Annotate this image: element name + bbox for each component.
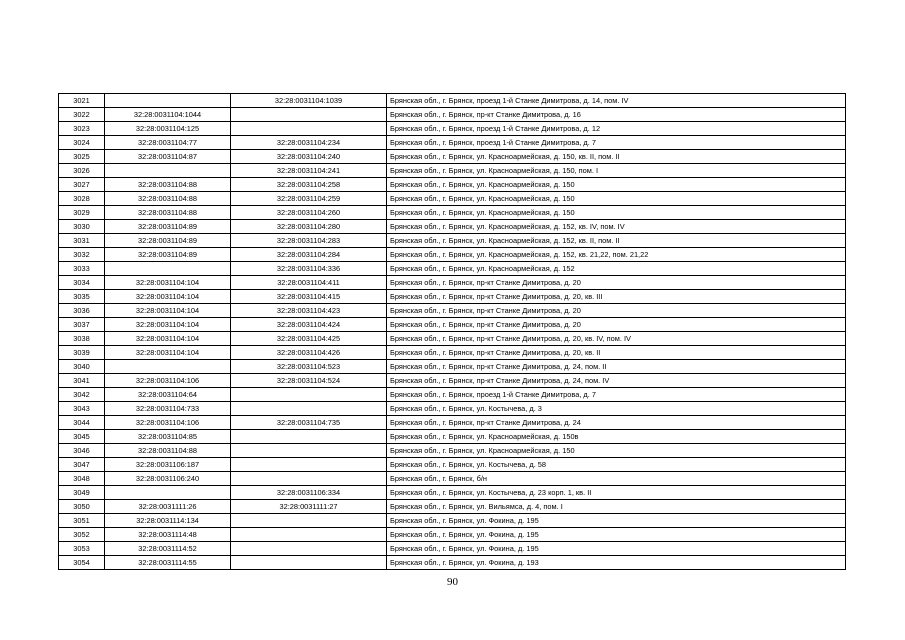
address-cell: Брянская обл., г. Брянск, пр-кт Станке Димитрова, д. 16 xyxy=(387,108,846,122)
cadastral-number-cell: 32:28:0031104:64 xyxy=(105,388,231,402)
cadastral-number-cell: 32:28:0031104:104 xyxy=(105,276,231,290)
address-cell: Брянская обл., г. Брянск, ул. Красноармейская, д. 150, пом. I xyxy=(387,164,846,178)
cadastral-number-cell: 32:28:0031104:77 xyxy=(105,136,231,150)
cadastral-number-cell: 32:28:0031104:104 xyxy=(105,318,231,332)
cadastral-number-cell xyxy=(105,360,231,374)
cadastral-room-cell: 32:28:0031104:258 xyxy=(231,178,387,192)
cadastral-number-cell: 32:28:0031114:55 xyxy=(105,556,231,570)
cadastral-room-cell: 32:28:0031104:425 xyxy=(231,332,387,346)
cadastral-room-cell xyxy=(231,528,387,542)
cadastral-number-cell xyxy=(105,94,231,108)
cadastral-number-cell: 32:28:0031104:85 xyxy=(105,430,231,444)
cadastral-room-cell xyxy=(231,108,387,122)
cadastral-number-cell xyxy=(105,164,231,178)
cadastral-room-cell xyxy=(231,402,387,416)
row-number-cell: 3044 xyxy=(59,416,105,430)
cadastral-room-cell xyxy=(231,542,387,556)
table-row xyxy=(59,346,846,360)
table-row xyxy=(59,318,846,332)
cadastral-room-cell: 32:28:0031104:284 xyxy=(231,248,387,262)
address-cell: Брянская обл., г. Брянск, ул. Костычева, д. 3 xyxy=(387,402,846,416)
table-row xyxy=(59,94,846,108)
row-number-cell: 3027 xyxy=(59,178,105,192)
table-row xyxy=(59,542,846,556)
row-number-cell: 3037 xyxy=(59,318,105,332)
cadastral-number-cell: 32:28:0031111:26 xyxy=(105,500,231,514)
cadastral-room-cell xyxy=(231,388,387,402)
cadastral-room-cell: 32:28:0031104:234 xyxy=(231,136,387,150)
row-number-cell: 3048 xyxy=(59,472,105,486)
cadastral-number-cell: 32:28:0031104:88 xyxy=(105,178,231,192)
address-cell: Брянская обл., г. Брянск, ул. Вильямса, д. 4, пом. I xyxy=(387,500,846,514)
row-number-cell: 3050 xyxy=(59,500,105,514)
table-row xyxy=(59,234,846,248)
table-row xyxy=(59,122,846,136)
address-cell: Брянская обл., г. Брянск, пр-кт Станке Димитрова, д. 20, кв. III xyxy=(387,290,846,304)
table-row xyxy=(59,276,846,290)
address-cell: Брянская обл., г. Брянск, ул. Костычева, д. 58 xyxy=(387,458,846,472)
table-row xyxy=(59,108,846,122)
address-cell: Брянская обл., г. Брянск, проезд 1-й Станке Димитрова, д. 7 xyxy=(387,136,846,150)
cadastral-room-cell: 32:28:0031104:240 xyxy=(231,150,387,164)
cadastral-room-cell: 32:28:0031111:27 xyxy=(231,500,387,514)
address-cell: Брянская обл., г. Брянск, пр-кт Станке Димитрова, д. 20 xyxy=(387,276,846,290)
cadastral-number-cell: 32:28:0031104:88 xyxy=(105,206,231,220)
cadastral-number-cell: 32:28:0031114:52 xyxy=(105,542,231,556)
address-cell: Брянская обл., г. Брянск, ул. Фокина, д. 195 xyxy=(387,514,846,528)
row-number-cell: 3054 xyxy=(59,556,105,570)
table-row xyxy=(59,220,846,234)
row-number-cell: 3047 xyxy=(59,458,105,472)
row-number-cell: 3033 xyxy=(59,262,105,276)
row-number-cell: 3029 xyxy=(59,206,105,220)
address-cell: Брянская обл., г. Брянск, ул. Красноармейская, д. 150 xyxy=(387,444,846,458)
cadastral-number-cell: 32:28:0031104:125 xyxy=(105,122,231,136)
cadastral-number-cell: 32:28:0031104:104 xyxy=(105,332,231,346)
cadastral-room-cell: 32:28:0031106:334 xyxy=(231,486,387,500)
table-row xyxy=(59,556,846,570)
address-cell: Брянская обл., г. Брянск, ул. Фокина, д. 195 xyxy=(387,528,846,542)
table-row xyxy=(59,472,846,486)
table-row xyxy=(59,528,846,542)
table-row xyxy=(59,262,846,276)
table-row xyxy=(59,444,846,458)
page-number: 90 xyxy=(447,576,458,588)
table-row xyxy=(59,248,846,262)
table-row xyxy=(59,178,846,192)
cadastral-number-cell: 32:28:0031104:89 xyxy=(105,248,231,262)
address-cell: Брянская обл., г. Брянск, пр-кт Станке Димитрова, д. 24 xyxy=(387,416,846,430)
cadastral-number-cell: 32:28:0031104:89 xyxy=(105,234,231,248)
row-number-cell: 3045 xyxy=(59,430,105,444)
row-number-cell: 3053 xyxy=(59,542,105,556)
registry-table-body xyxy=(59,94,846,570)
cadastral-room-cell: 32:28:0031104:423 xyxy=(231,304,387,318)
cadastral-room-cell: 32:28:0031104:424 xyxy=(231,318,387,332)
address-cell: Брянская обл., г. Брянск, пр-кт Станке Димитрова, д. 20, кв. IV, пом. IV xyxy=(387,332,846,346)
address-cell: Брянская обл., г. Брянск, ул. Красноармейская, д. 152 xyxy=(387,262,846,276)
cadastral-room-cell: 32:28:0031104:523 xyxy=(231,360,387,374)
cadastral-room-cell xyxy=(231,444,387,458)
address-cell: Брянская обл., г. Брянск, ул. Красноармейская, д. 150 xyxy=(387,178,846,192)
cadastral-number-cell: 32:28:0031104:104 xyxy=(105,290,231,304)
table-row xyxy=(59,388,846,402)
cadastral-number-cell: 32:28:0031114:48 xyxy=(105,528,231,542)
address-cell: Брянская обл., г. Брянск, ул. Красноармейская, д. 150в xyxy=(387,430,846,444)
table-row xyxy=(59,136,846,150)
table-row xyxy=(59,304,846,318)
cadastral-room-cell: 32:28:0031104:426 xyxy=(231,346,387,360)
address-cell: Брянская обл., г. Брянск, ул. Красноармейская, д. 152, кв. 21,22, пом. 21,22 xyxy=(387,248,846,262)
row-number-cell: 3032 xyxy=(59,248,105,262)
cadastral-number-cell: 32:28:0031106:187 xyxy=(105,458,231,472)
registry-table xyxy=(58,93,846,570)
table-row xyxy=(59,416,846,430)
address-cell: Брянская обл., г. Брянск, пр-кт Станке Димитрова, д. 20 xyxy=(387,304,846,318)
table-row xyxy=(59,290,846,304)
address-cell: Брянская обл., г. Брянск, проезд 1-й Станке Димитрова, д. 12 xyxy=(387,122,846,136)
cadastral-room-cell: 32:28:0031104:280 xyxy=(231,220,387,234)
cadastral-room-cell xyxy=(231,514,387,528)
cadastral-room-cell xyxy=(231,556,387,570)
row-number-cell: 3051 xyxy=(59,514,105,528)
table-row xyxy=(59,458,846,472)
cadastral-room-cell: 32:28:0031104:336 xyxy=(231,262,387,276)
row-number-cell: 3038 xyxy=(59,332,105,346)
table-row xyxy=(59,514,846,528)
address-cell: Брянская обл., г. Брянск, ул. Красноармейская, д. 152, кв. IV, пом. IV xyxy=(387,220,846,234)
table-row xyxy=(59,486,846,500)
cadastral-number-cell: 32:28:0031106:240 xyxy=(105,472,231,486)
table-row xyxy=(59,332,846,346)
table-row xyxy=(59,192,846,206)
row-number-cell: 3036 xyxy=(59,304,105,318)
cadastral-number-cell: 32:28:0031104:733 xyxy=(105,402,231,416)
cadastral-number-cell xyxy=(105,262,231,276)
table-row xyxy=(59,360,846,374)
cadastral-room-cell: 32:28:0031104:524 xyxy=(231,374,387,388)
row-number-cell: 3022 xyxy=(59,108,105,122)
cadastral-room-cell xyxy=(231,430,387,444)
row-number-cell: 3049 xyxy=(59,486,105,500)
cadastral-room-cell: 32:28:0031104:411 xyxy=(231,276,387,290)
cadastral-room-cell: 32:28:0031104:283 xyxy=(231,234,387,248)
cadastral-number-cell: 32:28:0031104:104 xyxy=(105,304,231,318)
row-number-cell: 3039 xyxy=(59,346,105,360)
row-number-cell: 3024 xyxy=(59,136,105,150)
address-cell: Брянская обл., г. Брянск, пр-кт Станке Димитрова, д. 20 xyxy=(387,318,846,332)
cadastral-number-cell: 32:28:0031104:1044 xyxy=(105,108,231,122)
address-cell: Брянская обл., г. Брянск, ул. Красноармейская, д. 152, кв. II, пом. II xyxy=(387,234,846,248)
table-row xyxy=(59,150,846,164)
row-number-cell: 3043 xyxy=(59,402,105,416)
table-row xyxy=(59,164,846,178)
address-cell: Брянская обл., г. Брянск, пр-кт Станке Димитрова, д. 24, пом. II xyxy=(387,360,846,374)
cadastral-room-cell: 32:28:0031104:1039 xyxy=(231,94,387,108)
cadastral-room-cell: 32:28:0031104:415 xyxy=(231,290,387,304)
row-number-cell: 3021 xyxy=(59,94,105,108)
cadastral-room-cell: 32:28:0031104:735 xyxy=(231,416,387,430)
table-row xyxy=(59,206,846,220)
cadastral-room-cell: 32:28:0031104:259 xyxy=(231,192,387,206)
cadastral-number-cell: 32:28:0031114:134 xyxy=(105,514,231,528)
row-number-cell: 3023 xyxy=(59,122,105,136)
row-number-cell: 3025 xyxy=(59,150,105,164)
cadastral-number-cell: 32:28:0031104:88 xyxy=(105,192,231,206)
cadastral-room-cell: 32:28:0031104:241 xyxy=(231,164,387,178)
cadastral-number-cell: 32:28:0031104:88 xyxy=(105,444,231,458)
row-number-cell: 3052 xyxy=(59,528,105,542)
table-row xyxy=(59,500,846,514)
row-number-cell: 3034 xyxy=(59,276,105,290)
row-number-cell: 3041 xyxy=(59,374,105,388)
cadastral-number-cell: 32:28:0031104:106 xyxy=(105,374,231,388)
table-row xyxy=(59,402,846,416)
row-number-cell: 3046 xyxy=(59,444,105,458)
address-cell: Брянская обл., г. Брянск, ул. Фокина, д. 193 xyxy=(387,556,846,570)
row-number-cell: 3040 xyxy=(59,360,105,374)
row-number-cell: 3031 xyxy=(59,234,105,248)
cadastral-room-cell xyxy=(231,122,387,136)
address-cell: Брянская обл., г. Брянск, ул. Красноармейская, д. 150 xyxy=(387,206,846,220)
row-number-cell: 3035 xyxy=(59,290,105,304)
address-cell: Брянская обл., г. Брянск, ул. Красноармейская, д. 150, кв. II, пом. II xyxy=(387,150,846,164)
address-cell: Брянская обл., г. Брянск, проезд 1-й Станке Димитрова, д. 7 xyxy=(387,388,846,402)
address-cell: Брянская обл., г. Брянск, ул. Фокина, д. 195 xyxy=(387,542,846,556)
cadastral-number-cell: 32:28:0031104:89 xyxy=(105,220,231,234)
address-cell: Брянская обл., г. Брянск, б/н xyxy=(387,472,846,486)
table-row xyxy=(59,430,846,444)
row-number-cell: 3026 xyxy=(59,164,105,178)
cadastral-room-cell xyxy=(231,472,387,486)
cadastral-number-cell xyxy=(105,486,231,500)
address-cell: Брянская обл., г. Брянск, ул. Красноармейская, д. 150 xyxy=(387,192,846,206)
address-cell: Брянская обл., г. Брянск, проезд 1-й Станке Димитрова, д. 14, пом. IV xyxy=(387,94,846,108)
address-cell: Брянская обл., г. Брянск, ул. Костычева, д. 23 корп. 1, кв. II xyxy=(387,486,846,500)
cadastral-room-cell xyxy=(231,458,387,472)
cadastral-number-cell: 32:28:0031104:87 xyxy=(105,150,231,164)
address-cell: Брянская обл., г. Брянск, пр-кт Станке Димитрова, д. 20, кв. II xyxy=(387,346,846,360)
row-number-cell: 3030 xyxy=(59,220,105,234)
cadastral-number-cell: 32:28:0031104:104 xyxy=(105,346,231,360)
cadastral-number-cell: 32:28:0031104:106 xyxy=(105,416,231,430)
row-number-cell: 3042 xyxy=(59,388,105,402)
table-row xyxy=(59,374,846,388)
address-cell: Брянская обл., г. Брянск, пр-кт Станке Димитрова, д. 24, пом. IV xyxy=(387,374,846,388)
cadastral-room-cell: 32:28:0031104:260 xyxy=(231,206,387,220)
row-number-cell: 3028 xyxy=(59,192,105,206)
